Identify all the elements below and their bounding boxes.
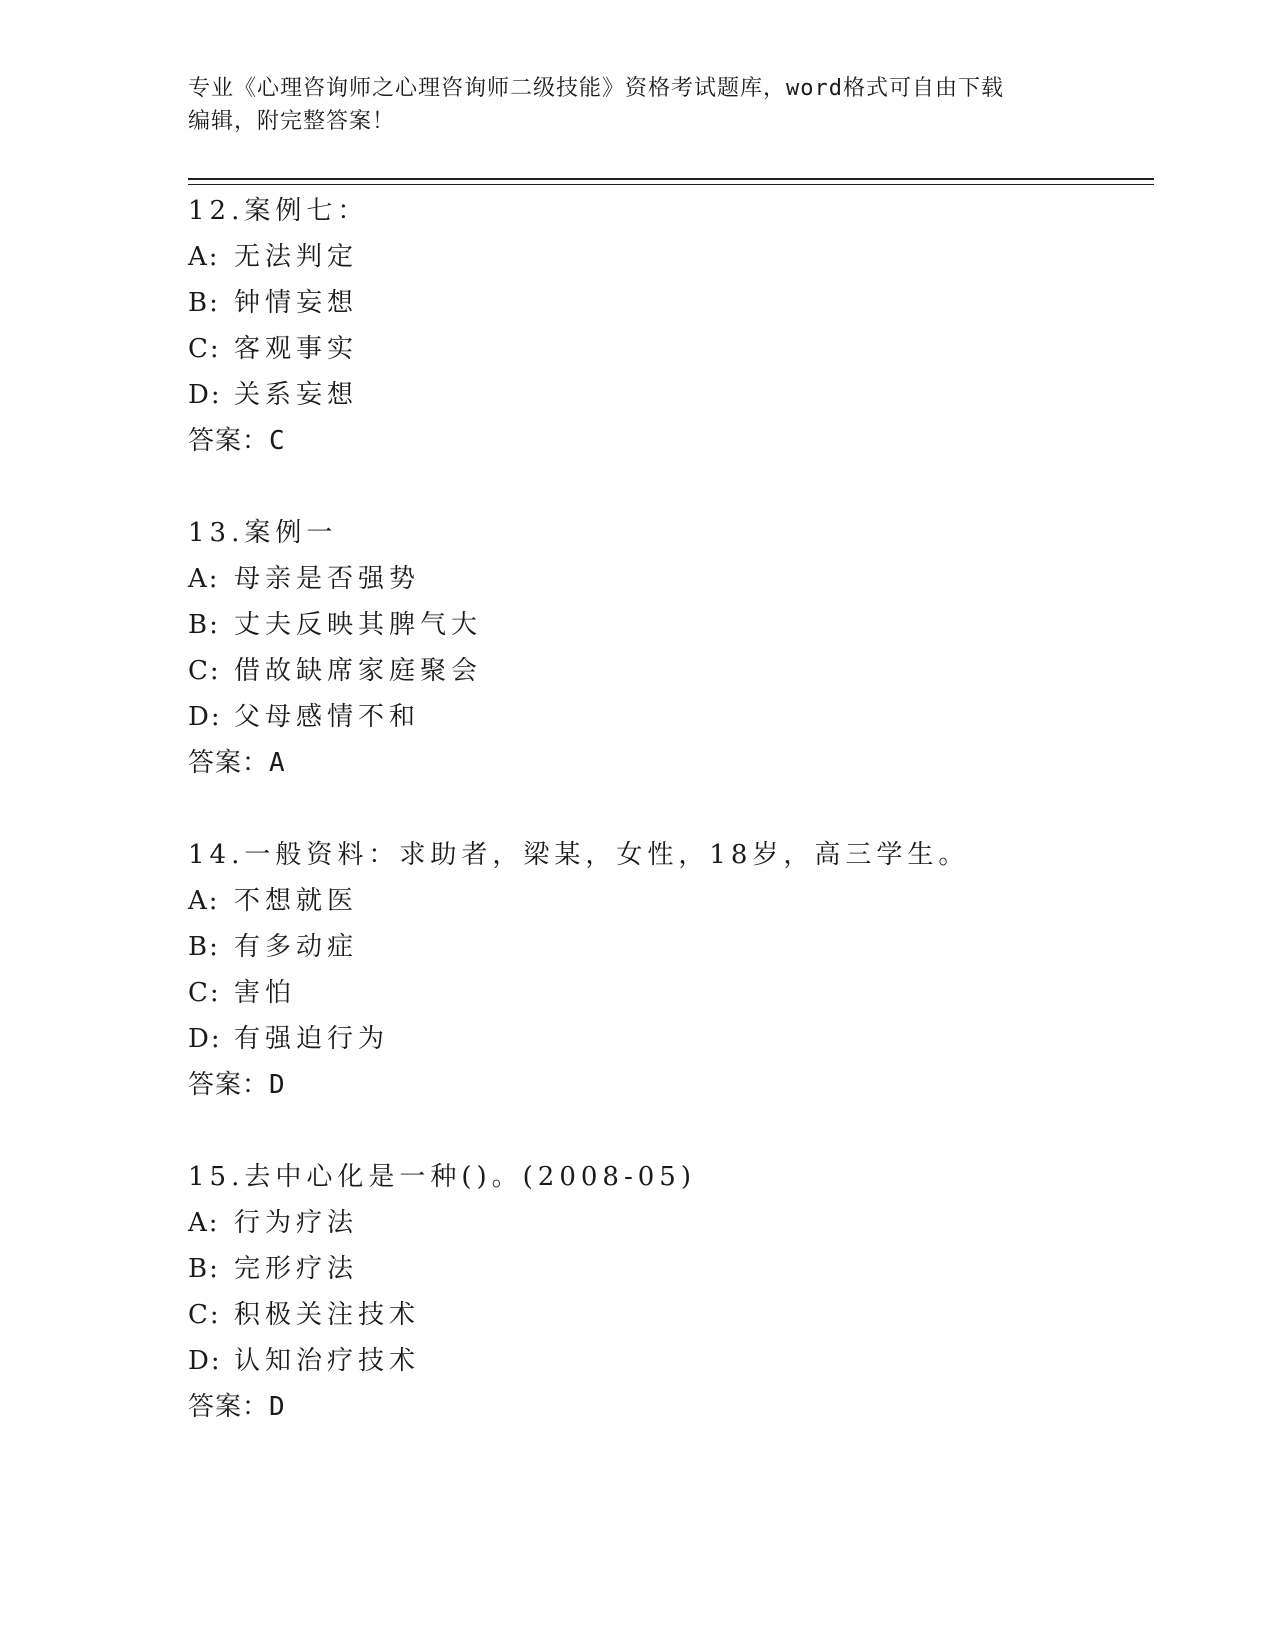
- option-c: [188, 648, 1148, 694]
- option-b: [188, 280, 1148, 326]
- document-header: [188, 72, 1088, 138]
- option-text: 父母感情不和: [234, 702, 421, 732]
- option-label: C:: [188, 334, 221, 364]
- option-b: [188, 1246, 1148, 1292]
- option-label: D:: [188, 702, 222, 732]
- question-title: 12.案例七：: [188, 196, 369, 226]
- option-text: 害怕: [234, 978, 297, 1008]
- option-a: [188, 234, 1148, 280]
- option-label: A:: [188, 886, 220, 916]
- option-label: C:: [188, 656, 221, 686]
- option-label: A:: [188, 242, 220, 272]
- option-text: 借故缺席家庭聚会: [234, 656, 483, 686]
- option-text: 有多动症: [234, 932, 359, 962]
- option-label: D:: [188, 1346, 222, 1376]
- header-line-2: 编辑，附完整答案！: [188, 109, 396, 134]
- option-label: A:: [188, 564, 220, 594]
- answer: 答案：A: [188, 748, 286, 778]
- option-c: [188, 1292, 1148, 1338]
- option-label: D:: [188, 1024, 222, 1054]
- question-14: [188, 832, 1148, 1108]
- answer: 答案：D: [188, 1070, 286, 1100]
- option-label: C:: [188, 978, 221, 1008]
- answer: 答案：C: [188, 426, 286, 456]
- option-d: [188, 1016, 1148, 1062]
- question-title: 14.一般资料：求助者，梁某，女性，18岁，高三学生。: [188, 840, 970, 870]
- question-15: [188, 1154, 1148, 1430]
- option-text: 母亲是否强势: [234, 564, 421, 594]
- question-title: 15.去中心化是一种()。(2008-05): [188, 1162, 696, 1192]
- option-label: B:: [188, 288, 220, 318]
- option-text: 有强迫行为: [234, 1024, 390, 1054]
- option-d: [188, 1338, 1148, 1384]
- question-12: [188, 188, 1148, 464]
- option-a: [188, 1200, 1148, 1246]
- option-text: 认知治疗技术: [234, 1346, 421, 1376]
- option-label: A:: [188, 1208, 220, 1238]
- option-c: [188, 970, 1148, 1016]
- option-text: 客观事实: [234, 334, 359, 364]
- option-d: [188, 372, 1148, 418]
- option-c: [188, 326, 1148, 372]
- answer: 答案：D: [188, 1392, 286, 1422]
- option-a: [188, 878, 1148, 924]
- option-d: [188, 694, 1148, 740]
- option-label: B:: [188, 610, 220, 640]
- option-text: 完形疗法: [234, 1254, 359, 1284]
- option-label: B:: [188, 1254, 220, 1284]
- header-divider: [188, 178, 1154, 185]
- option-text: 无法判定: [234, 242, 359, 272]
- option-b: [188, 602, 1148, 648]
- option-text: 行为疗法: [234, 1208, 359, 1238]
- option-b: [188, 924, 1148, 970]
- option-a: [188, 556, 1148, 602]
- option-text: 钟情妄想: [234, 288, 359, 318]
- header-line-1: 专业《心理咨询师之心理咨询师二级技能》资格考试题库，word格式可自由下载: [188, 76, 1004, 101]
- option-text: 积极关注技术: [234, 1300, 421, 1330]
- option-text: 不想就医: [234, 886, 359, 916]
- question-13: [188, 510, 1148, 786]
- option-text: 关系妄想: [234, 380, 359, 410]
- option-label: B:: [188, 932, 220, 962]
- question-list: [188, 188, 1148, 1476]
- option-text: 丈夫反映其脾气大: [234, 610, 483, 640]
- option-label: D:: [188, 380, 222, 410]
- option-label: C:: [188, 1300, 221, 1330]
- question-title: 13.案例一: [188, 518, 338, 548]
